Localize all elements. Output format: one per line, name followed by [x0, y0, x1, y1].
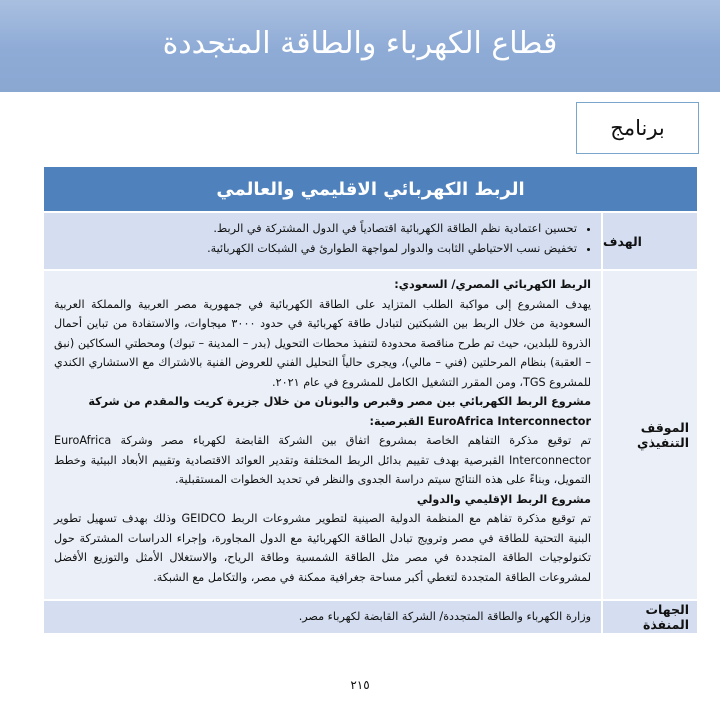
section-text: تم توقيع مذكرة تفاهم مع المنظمة الدولية الصينية لتطوير مشروعات الربط GEIDCO وذلك بهدف تسهيل تطوير البنية التحتية للطاقة في مصر وترويج تبادل الطاقة الكهربائية مع الدول المجاورة، وإجراء الدراسات المشتركة حول تكنولوجيات الطاقة المتجددة في مصر مثل الطاقة الشمسية وطاقة الرياح، والاستغلال الأمثل والتوزيع الأفضل لمشروعات الطاقة المتجددة لتغطي أكبر مساحة جغرافية ممكنة في مصر، والتكامل مع الشبكة.	[54, 512, 591, 584]
section-title: الربط الكهربائي المصري/ السعودي:	[394, 278, 591, 291]
status-label: الموقف التنفيذي	[601, 271, 697, 599]
section-title: مشروع الربط الإقليمي والدولي	[416, 492, 591, 506]
header-banner	[0, 0, 720, 92]
status-row	[44, 271, 697, 601]
goal-list	[54, 219, 591, 258]
entities-content: وزارة الكهرباء والطاقة المتجددة/ الشركة القابضة لكهرباء مصر.	[298, 610, 591, 623]
page-number: ٢١٥	[350, 678, 370, 692]
goal-content	[44, 213, 601, 269]
program-table	[44, 167, 697, 635]
status-content	[44, 271, 601, 599]
goal-bullet: • تخفيض نسب الاحتياطي الثابت والدوار لمواجهة الطوارئ في الشبكات الكهربائية.	[54, 239, 577, 259]
entities-label: الجهات المنفذة	[601, 601, 697, 633]
table-header: الربط الكهربائي الاقليمي والعالمي	[44, 167, 697, 213]
goal-bullet: • تحسين اعتمادية نظم الطاقة الكهربائية اقتصادياً في الدول المشتركة في الربط.	[54, 219, 577, 239]
program-label-box	[576, 102, 699, 154]
goal-label: الهدف	[601, 213, 697, 269]
section-text: تم توقيع مذكرة التفاهم الخاصة بمشروع اتفاق بين الشركة القابضة لكهرباء مصر وشركة EuroAfrica Interconnector القبرصية بهدف تقييم بدائل الربط المختلفة وتقدير العوائد الاقتصادية وتقييم الأبعاد البيئية وخطط التمويل، وبناءً على هذه النتائج سيتم دراسة الجدوى والنظر في تحديد الخطوات المستقبلية.	[54, 434, 591, 486]
program-label: برنامج	[610, 116, 665, 140]
goal-row	[44, 213, 697, 271]
section-title: مشروع الربط الكهربائي بين مصر وقبرص واليونان من خلال جزيرة كريت والمقدم من شركة EuroAfrica Interconnector القبرصية:	[88, 395, 591, 428]
entities-row	[44, 601, 697, 635]
section-text: يهدف المشروع إلى مواكبة الطلب المتزايد على الطاقة الكهربائية في جمهورية مصر العربية والمملكة العربية السعودية من خلال الربط بين الشبكتين لتبادل طاقة كهربائية في حدود ٣٠٠٠ ميجاوات، والاستفادة من تباين أحمال الذروة للبلدين، حيث تم طرح مناقصة محدودة لتنفيذ محطات التحويل (بدر – المدينة – تبوك) ومحطتي السكاكين (نبق – العقبة) بنظام المرحلتين (فني – مالي)، ويجرى حالياً التحليل الفني للعروض الفنية بالاشتراك مع الاستشاري الكندي للمشروع TGS، ومن المقرر التشغيل الكامل للمشروع في عام ٢٠٢١.	[54, 297, 591, 389]
page-title: قطاع الكهرباء والطاقة المتجددة	[162, 26, 558, 61]
